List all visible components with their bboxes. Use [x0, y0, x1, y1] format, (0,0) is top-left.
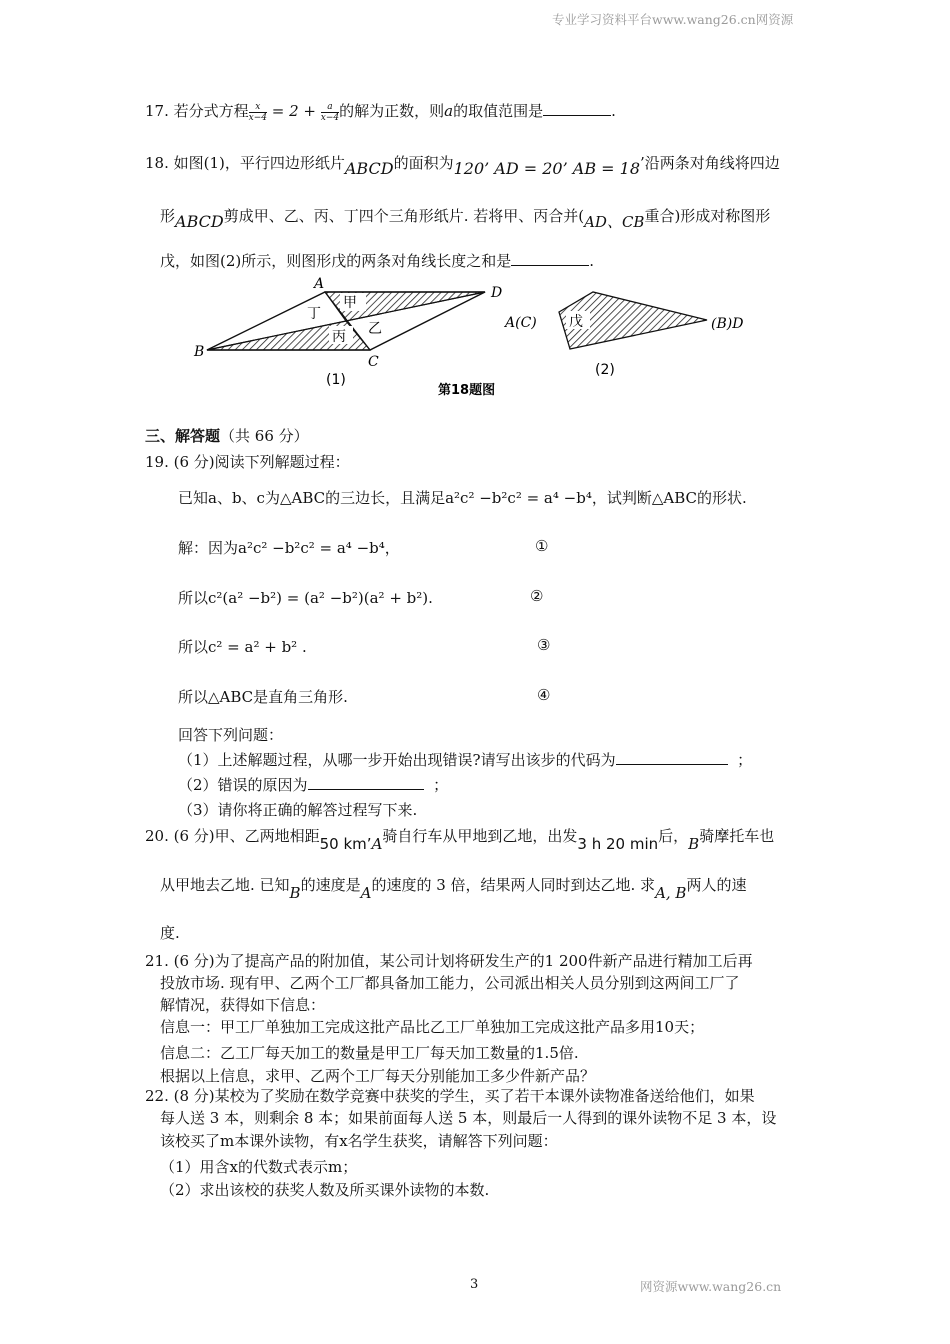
- label-ding: 丁: [307, 306, 321, 322]
- q18-line1-post: ’沿两条对角线将四边: [640, 154, 780, 172]
- question-18-line2: [160, 205, 771, 231]
- page-number: 3: [470, 1277, 479, 1292]
- q20-time: 3 h 20 min: [577, 835, 659, 853]
- q18-line1-pre: 18. 如图(1)，平行四边形纸片: [145, 154, 345, 172]
- q19-given: 已知a、b、c为△ABC的三边长，且满足a²c² −b²c² = a⁴ −b⁴，试判断△ABC的形状.: [178, 489, 747, 507]
- q17-fraction-1: $\frac{x}{x-4}$: [248, 101, 267, 123]
- label-wu: 戊: [569, 314, 583, 330]
- q17-mid: = 2 +: [267, 102, 321, 120]
- q19-step2: 所以c²(a² −b²) = (a² −b²)(a² + b²).: [178, 589, 433, 607]
- q18-line3: 戊，如图(2)所示，则图形戊的两条对角线长度之和是: [160, 252, 512, 270]
- q20-b-2: B: [289, 884, 301, 902]
- q18-answer-blank: [511, 264, 589, 266]
- q20-line1: [145, 825, 775, 853]
- q22-line3: 该校买了m本课外读物，有x名学生获奖，请解答下列问题：: [160, 1132, 558, 1150]
- q19-sub1-text: （1）上述解题过程，从哪一步开始出现错误?请写出该步的代码为: [178, 751, 616, 769]
- q18-values: 120’ AD = 20’ AB = 18: [453, 159, 641, 178]
- footer-watermark: 网资源www.wang26.cn: [640, 1279, 782, 1294]
- q19-step4: 所以△ABC是直角三角形.: [178, 688, 348, 706]
- q20-line2: [160, 874, 747, 902]
- q20-line1-post: 后，: [658, 827, 689, 845]
- q19-step2-mark: ②: [530, 587, 544, 605]
- section-3-title: 三、解答题: [145, 427, 221, 445]
- q20-a: A: [371, 835, 383, 853]
- q20-line2-mid2: 的速度的 3 倍，结果两人同时到达乙地. 求: [371, 876, 656, 894]
- q18-line2-mid: 剪成甲、乙、丙、丁四个三角形纸片. 若将甲、丙合并(: [223, 207, 585, 225]
- q19-sub1-blank: [616, 763, 728, 765]
- q20-b: B: [688, 835, 700, 853]
- figure-18: [180, 270, 780, 405]
- q18-abcd: ABCD: [344, 159, 394, 178]
- q19-sub2: [178, 774, 448, 795]
- q18-line1-mid: 的面积为: [393, 154, 454, 172]
- q20-line1-mid: 骑自行车从甲地到乙地，出发: [382, 827, 578, 845]
- q17-answer-blank: [543, 114, 611, 116]
- q19-sub1: [178, 749, 752, 770]
- q20-a-2: A: [360, 884, 372, 902]
- q17-number: 17.: [145, 102, 169, 120]
- q18-end: .: [589, 252, 595, 270]
- q19-sub2-blank: [308, 788, 424, 790]
- q17-var: a: [444, 102, 454, 120]
- fig2-left-point: A(C): [505, 315, 537, 331]
- q22-line2: 每人送 3 本，则剩余 8 本；如果前面每人送 5 本，则最后一人得到的课外读物不足 3 本，设: [160, 1109, 777, 1127]
- q21-question: 根据以上信息，求甲、乙两个工厂每天分别能加工多少件新产品？: [160, 1067, 596, 1085]
- q21-info2: 信息二：乙工厂每天加工的数量是甲工厂每天加工数量的1.5倍.: [160, 1044, 579, 1062]
- q20-line2-end: 两人的速: [686, 876, 747, 894]
- q21-line2: 投放市场. 现有甲、乙两个工厂都具备加工能力，公司派出相关人员分别到这两间工厂了: [160, 974, 740, 992]
- q17-post2: 的取值范围是: [453, 102, 544, 120]
- q21-info1: 信息一：甲工厂单独加工完成这批产品比乙工厂单独加工完成这批产品多用10天；: [160, 1018, 705, 1036]
- q18-line2-post: 重合)形成对称图形: [644, 207, 771, 225]
- label-bing: 丙: [332, 329, 346, 345]
- q19-step4-mark: ④: [537, 686, 551, 704]
- q18-line2-pre: 形: [160, 207, 176, 225]
- q20-line1-pre: 20. (6 分)甲、乙两地相距: [145, 827, 320, 845]
- q20-ab: A, B: [655, 884, 687, 902]
- q18-adcb: AD、CB: [584, 213, 645, 231]
- q20-distance: 50 km’: [319, 835, 372, 853]
- fig2-right-point: (B)D: [711, 316, 744, 332]
- q19-step3-mark: ③: [537, 636, 551, 654]
- fig2-label: (2): [595, 362, 615, 378]
- q19-answer-head: 回答下列问题：: [178, 726, 284, 744]
- question-18-line1: [145, 152, 780, 178]
- q17-pre: 若分式方程: [173, 102, 249, 120]
- fig1-label: (1): [326, 372, 346, 388]
- q22-line1: 22. (8 分)某校为了奖励在数学竞赛中获奖的学生，买了若干本课外读物准备送给他们，如果: [145, 1087, 755, 1105]
- q19-sub1-end: ；: [737, 751, 753, 769]
- q19-step3: 所以c² = a² + b² .: [178, 638, 307, 656]
- q21-line1: 21. (6 分)为了提高产品的附加值，某公司计划将研发生产的1 200件新产品进行精加工后再: [145, 952, 753, 970]
- q20-line2-mid: 的速度是: [300, 876, 361, 894]
- q20-line1-end: 骑摩托车也: [699, 827, 775, 845]
- label-jia: 甲: [343, 295, 357, 311]
- point-b: B: [194, 344, 205, 360]
- point-d: D: [491, 285, 503, 301]
- question-17: [145, 100, 616, 123]
- section-3-points: （共 66 分）: [220, 427, 309, 445]
- section-3-heading: [145, 425, 309, 446]
- q19-step1-mark: ①: [535, 537, 549, 555]
- point-c: C: [368, 354, 379, 370]
- label-yi: 乙: [368, 321, 382, 337]
- q17-post: 的解为正数，则: [339, 102, 445, 120]
- q19-step1: 解：因为a²c² −b²c² = a⁴ −b⁴，: [178, 539, 400, 557]
- q22-sub2: （2）求出该校的获奖人数及所买课外读物的本数.: [160, 1181, 490, 1199]
- q17-end: .: [611, 102, 616, 120]
- q19-head: 19. (6 分)阅读下列解题过程：: [145, 453, 350, 471]
- q18-abcd-2: ABCD: [175, 212, 224, 231]
- q20-line3: 度.: [160, 924, 180, 942]
- q19-sub2-end: ；: [433, 776, 449, 794]
- question-18-line3: [160, 250, 594, 271]
- q20-line2-pre: 从甲地去乙地. 已知: [160, 876, 290, 894]
- q19-sub3: （3）请你将正确的解答过程写下来.: [178, 801, 418, 819]
- figure-caption: 第18题图: [438, 383, 496, 398]
- q19-sub2-text: （2）错误的原因为: [178, 776, 308, 794]
- point-a: A: [314, 276, 325, 292]
- q22-sub1: （1）用含x的代数式表示m；: [160, 1158, 358, 1176]
- q17-fraction-2: $\frac{a}{x-4}$: [320, 101, 340, 123]
- q21-line3: 解情况，获得如下信息：: [160, 996, 326, 1014]
- header-watermark: 专业学习资料平台www.wang26.cn网资源: [552, 12, 794, 27]
